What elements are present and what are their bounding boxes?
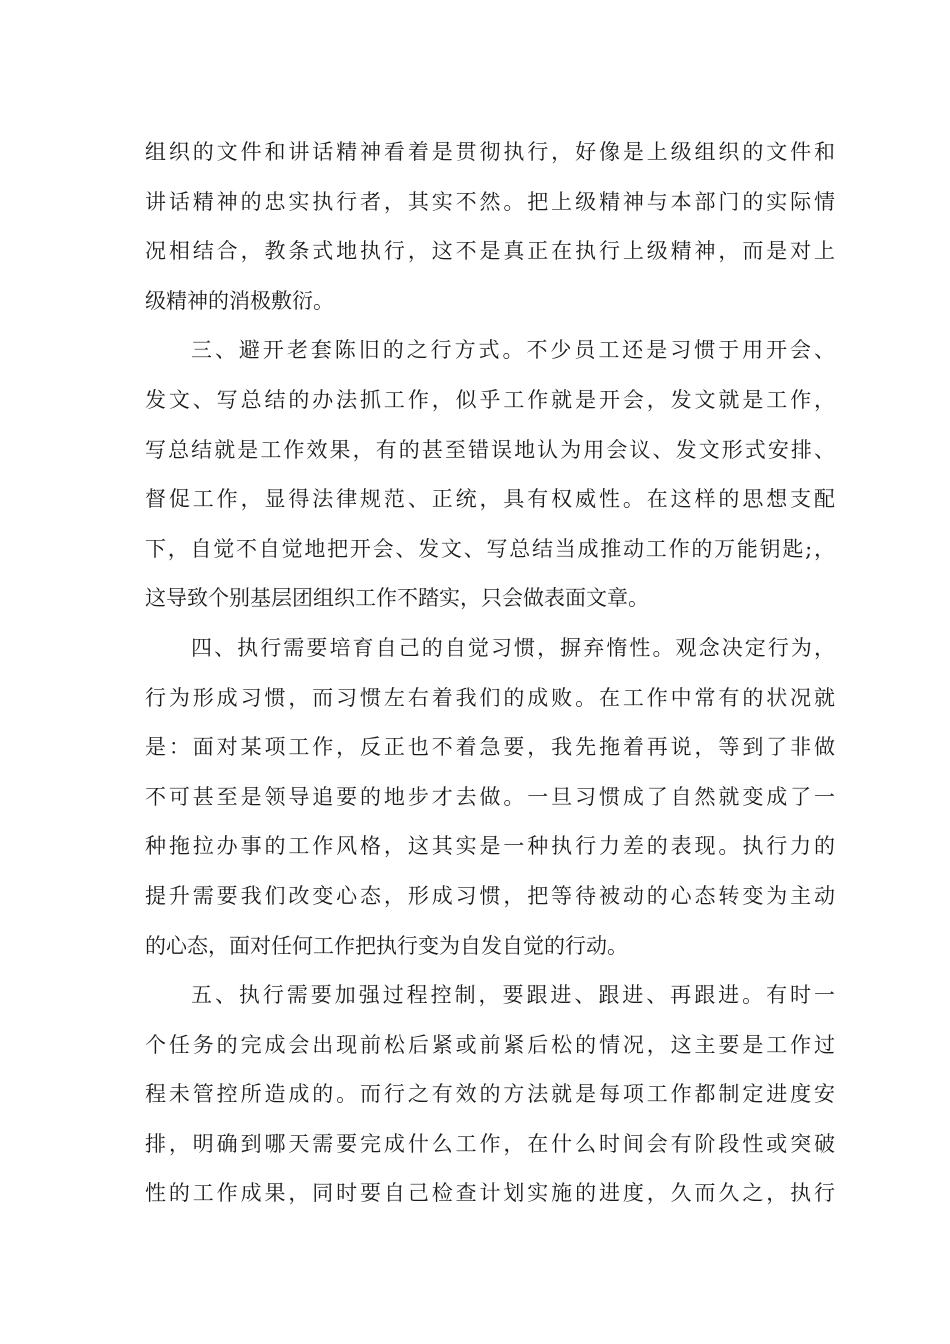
- text-line: 级精神的消极敷衍。: [145, 288, 334, 313]
- text-line: 下，自觉不自觉地把开会、发文、写总结当成推动工作的万能钥匙;，: [145, 536, 835, 561]
- text-line: 组织的文件和讲话精神看着是贯彻执行，好像是上级组织的文件和: [145, 140, 835, 164]
- text-line: 五、执行需要加强过程控制，要跟进、跟进、再跟进。有时一: [191, 983, 835, 1008]
- text-line: 这导致个别基层团组织工作不踏实，只会做表面文章。: [145, 586, 649, 611]
- document-body: [145, 128, 835, 1219]
- text-line: 写总结就是工作效果，有的甚至错误地认为用会议、发文形式安排、: [145, 437, 835, 462]
- text-line: 督促工作，显得法律规范、正统，具有权威性。在这样的思想支配: [145, 487, 835, 512]
- text-line: 程未管控所造成的。而行之有效的方法就是每项工作都制定进度安: [145, 1082, 835, 1107]
- text-line: 是：面对某项工作，反正也不着急要，我先拖着再说，等到了非做: [145, 735, 835, 760]
- text-line: 况相结合，教条式地执行，这不是真正在执行上级精神，而是对上: [145, 239, 835, 264]
- text-line: 提升需要我们改变心态，形成习惯，把等待被动的心态转变为主动: [145, 883, 835, 908]
- text-line: 四、执行需要培育自己的自觉习惯，摒弃惰性。观念决定行为，: [191, 635, 835, 660]
- text-line: 个任务的完成会出现前松后紧或前紧后松的情况，这主要是工作过: [145, 1032, 835, 1057]
- text-line: 行为形成习惯，而习惯左右着我们的成败。在工作中常有的状况就: [145, 685, 835, 710]
- text-line: 的心态，面对任何工作把执行变为自发自觉的行动。: [145, 933, 628, 958]
- text-line: 发文、写总结的办法抓工作，似乎工作就是开会，发文就是工作，: [145, 387, 835, 412]
- text-line: 性的工作成果，同时要自己检查计划实施的进度，久而久之，执行: [145, 1181, 835, 1206]
- text-line: 排，明确到哪天需要完成什么工作，在什么时间会有阶段性或突破: [145, 1131, 835, 1156]
- text-line: 讲话精神的忠实执行者，其实不然。把上级精神与本部门的实际情: [145, 189, 835, 214]
- text-line: 种拖拉办事的工作风格，这其实是一种执行力差的表现。执行力的: [145, 834, 835, 859]
- text-line: 不可甚至是领导追要的地步才去做。一旦习惯成了自然就变成了一: [145, 784, 835, 809]
- text-line: 三、避开老套陈旧的之行方式。不少员工还是习惯于用开会、: [191, 338, 835, 363]
